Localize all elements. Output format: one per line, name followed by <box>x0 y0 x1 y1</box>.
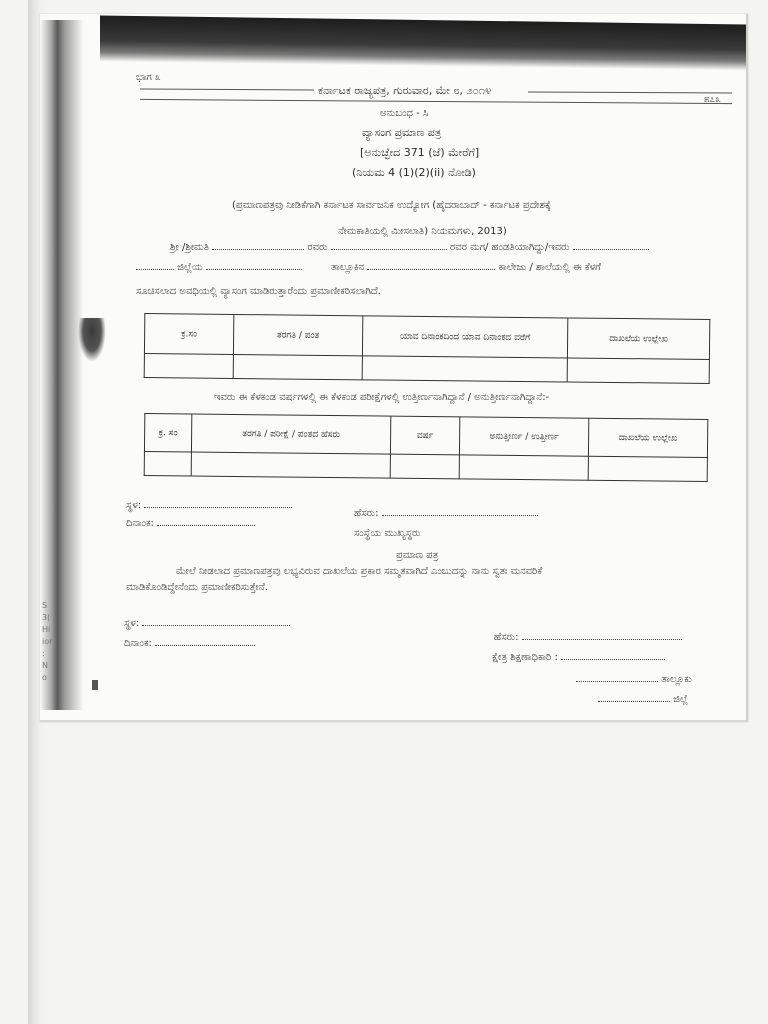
countersign-line-1: ಮೇಲೆ ನೀಡಲಾದ ಪ್ರಮಾಣಪತ್ರವು ಲಭ್ಯವಿರುವ ದಾಖಲೆಯ ಪ್ರಕಾರ ಸಮ್ಮತವಾಗಿದೆ ಎಂಬುದನ್ನು ನಾನು ಸ್ವತಃ ಮನವರಿಕೆ <box>176 566 543 577</box>
table-cell[interactable] <box>191 452 390 478</box>
header-class: ತರಗತಿ / ಪಂತ <box>233 314 362 355</box>
place-field-1 <box>126 500 292 511</box>
body-line-1 <box>170 242 649 253</box>
place-blank[interactable] <box>142 625 290 626</box>
name-label: ಹೆಸರು: <box>354 508 379 519</box>
place-label: ಸ್ಥಳ: <box>126 500 142 511</box>
district-blank[interactable] <box>598 701 670 702</box>
preamble-line-1: (ಪ್ರಮಾಣಪತ್ರವು ನೀಡಿಕೆಗಾಗಿ ಕರ್ನಾಟಕ ಸಾರ್ವಜನಿಕ ಉದ್ಯೋಗ (ಹೈದರಾಬಾದ್ - ಕರ್ನಾಟಕ ಪ್ರದೇಶಕ್ಕೆ <box>232 200 551 211</box>
name-blank[interactable] <box>522 639 682 640</box>
district-blank[interactable] <box>136 269 174 270</box>
header-record: ದಾಖಲೆಯ ಉಲ್ಲೇಖ <box>588 418 707 457</box>
page-reference: ೫೭೩ <box>704 94 721 105</box>
countersign-title: ಪ್ರಮಾಣ ಪತ್ರ <box>396 550 439 561</box>
date-blank[interactable] <box>157 525 255 526</box>
date-label: ದಿನಾಂಕ: <box>126 518 154 529</box>
preamble-line-2: ನೇಮಕಾತಿಯಲ್ಲಿ ಮೀಸಲಾತಿ) ನಿಯಮಗಳು, 2013) <box>338 226 507 237</box>
margin-bleed-text: S 3( Hi ior : N o <box>42 601 53 682</box>
certificate-title: ವ್ಯಾಸಂಗ ಪ್ರಮಾಣ ಪತ್ರ <box>362 126 442 139</box>
district-label: ಜಿಲ್ಲೆಯ <box>177 262 203 273</box>
ink-smudge <box>78 318 106 362</box>
place-blank[interactable] <box>144 507 292 508</box>
header-year: ವರ್ಷ <box>390 416 459 455</box>
taluk-label: ತಾಲ್ಲೂಕು <box>661 674 692 685</box>
name-blank[interactable] <box>212 249 304 250</box>
college-blank[interactable] <box>367 269 495 270</box>
date-label: ದಿನಾಂಕ: <box>124 638 152 649</box>
taluk-blank[interactable] <box>206 269 302 270</box>
body-line-3: ಸೂಚಿಸಲಾದ ಅವಧಿಯಲ್ಲಿ ವ್ಯಾಸಂಗ ಮಾಡಿರುತ್ತಾರೆಂದು ಪ್ರಮಾಣೀಕರಿಸಲಾಗಿದೆ. <box>136 286 381 297</box>
college-label: ಕಾಲೇಜು / ಶಾಲೆಯಲ್ಲಿ ಈ ಕೆಳಗೆ <box>498 262 601 273</box>
name-field-2 <box>494 632 682 643</box>
name-blank[interactable] <box>382 515 538 516</box>
place-field-2 <box>124 618 290 629</box>
table-cell[interactable] <box>144 452 191 476</box>
header-serial: ಕ್ರ. ಸಂ <box>144 414 191 452</box>
taluk-label: ತಾಲ್ಲೂಕಿನ <box>331 262 365 273</box>
body-line-2 <box>136 262 601 273</box>
table-cell[interactable] <box>588 456 707 481</box>
table-cell[interactable] <box>390 454 459 479</box>
header-exam-name: ತರಗತಿ / ಪರೀಕ್ಷೆ / ಪಂತದ ಹೆಸರು <box>191 414 390 454</box>
institution-head-label: ಸಂಸ್ಥೆಯ ಮುಖ್ಯಸ್ಥರು <box>354 528 421 539</box>
name-label: ಹೆಸರು: <box>494 632 519 643</box>
scan-shadow-top <box>100 15 746 70</box>
table-cell[interactable] <box>144 354 233 379</box>
gazette-line: ಕರ್ನಾಟಕ ರಾಜ್ಯಪತ್ರ, ಗುರುವಾರ, ಮೇ ೮, ೨೦೧೪ <box>318 84 492 97</box>
header-record: ದಾಖಲೆಯ ಉಲ್ಲೇಖ <box>567 318 709 359</box>
district-label: ಜಿಲ್ಲೆ <box>673 694 688 705</box>
date-field-2 <box>124 638 255 649</box>
district-field <box>598 694 688 705</box>
officer-label: ಕ್ಷೇತ್ರ ಶಿಕ್ಷಣಾಧಿಕಾರಿ : <box>492 652 558 663</box>
table-cell[interactable] <box>362 356 567 382</box>
article-reference: [ಅನುಚ್ಛೇದ 371 (ಜೆ) ಮೇರೆಗೆ] <box>360 146 480 159</box>
date-blank[interactable] <box>155 645 255 646</box>
countersign-line-2: ಮಾಡಿಕೊಂಡಿದ್ದೇನೆಂದು ಪ್ರಮಾಣೀಕರಿಸುತ್ತೇನೆ. <box>126 582 268 593</box>
study-period-table <box>144 313 711 384</box>
exam-result-table <box>144 413 709 482</box>
rule-reference: (ನಿಯಮ 4 (1)(2)(ii) ನೋಡಿ) <box>352 166 476 179</box>
ink-mark <box>92 680 98 690</box>
header-period: ಯಾವ ದಿನಾಂಕದಿಂದ ಯಾವ ದಿನಾಂಕದ ವರೆಗೆ <box>362 316 567 358</box>
annexure-title: ಅನುಬಂಧ - ಸಿ <box>380 108 429 119</box>
education-officer-field <box>492 652 665 663</box>
part-number: ಭಾಗ ೩ <box>136 72 161 83</box>
taluk-blank[interactable] <box>576 681 658 682</box>
exam-result-intro: ಇವರು ಈ ಕೆಳಕಂಡ ವರ್ಷಗಳಲ್ಲಿ ಈ ಕೆಳಕಂಡ ಪರೀಕ್ಷೆಗಳಲ್ಲಿ ಉತ್ತೀರ್ಣನಾಗಿದ್ದಾನೆ / ಅನುತ್ತೀರ್ಣನಾಗಿದ್ದಾನೆ:- <box>214 392 550 403</box>
table-cell[interactable] <box>567 358 709 383</box>
parent-name-blank[interactable] <box>331 249 447 250</box>
relation-blank[interactable] <box>573 249 649 250</box>
header-result: ಅನುತ್ತೀರ್ಣ / ಉತ್ತೀರ್ಣ <box>459 417 588 456</box>
date-field-1 <box>126 518 255 529</box>
relation-text: ರವರ ಮಗ/ ಹಂಡತಿಯಾಗಿದ್ದು/ಇವರು <box>449 242 570 253</box>
table-cell[interactable] <box>233 354 362 379</box>
header-serial: ಕ್ರ.ಸಂ <box>144 314 233 355</box>
officer-blank[interactable] <box>561 659 665 660</box>
name-field-1 <box>354 508 538 519</box>
place-label: ಸ್ಥಳ: <box>124 618 140 629</box>
table-cell[interactable] <box>459 455 588 480</box>
taluk-field <box>576 674 692 685</box>
name-suffix: ರವರು <box>307 242 328 253</box>
name-prefix: ಶ್ರೀ /ಶ್ರೀಮತಿ <box>170 242 209 253</box>
